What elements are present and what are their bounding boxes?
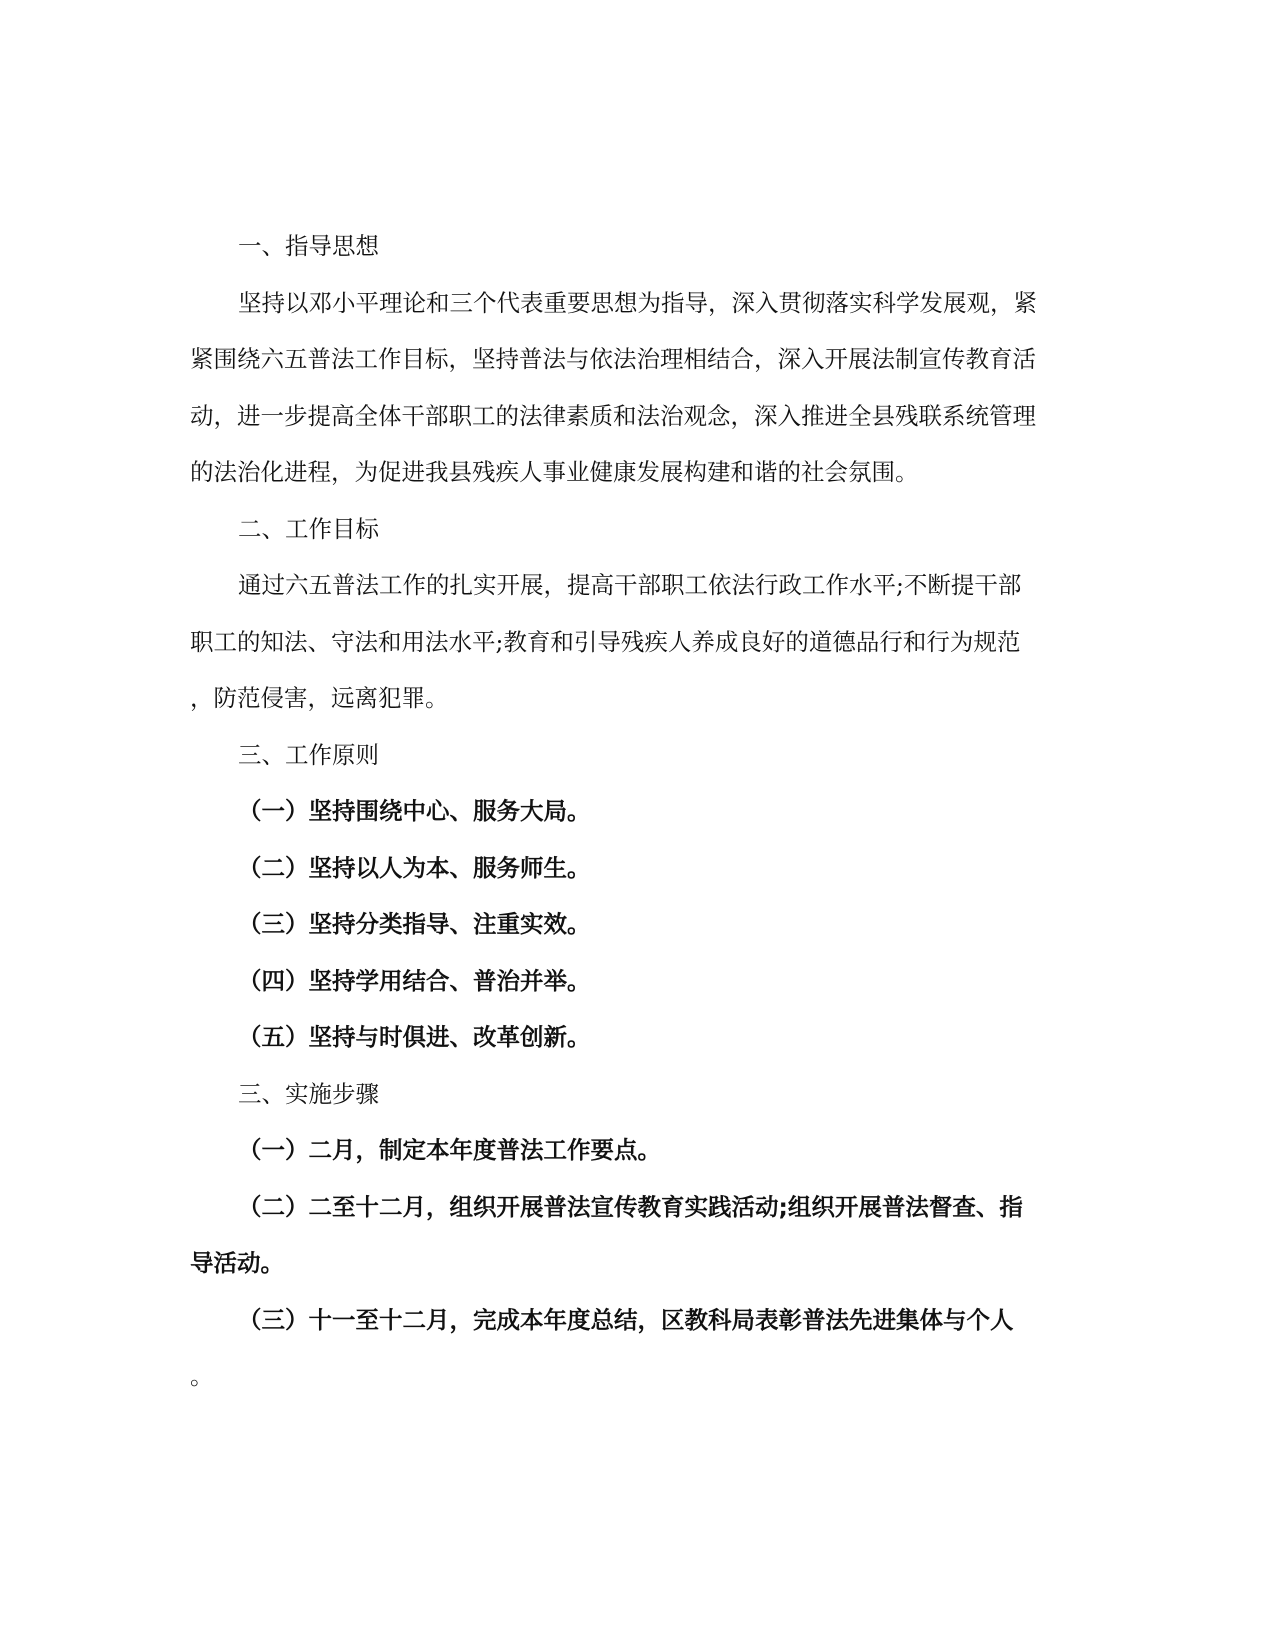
principle-item: （二）坚持以人为本、服务师生。: [238, 854, 591, 882]
step-item-continuation: 导活动。: [190, 1249, 284, 1277]
principle-item: （三）坚持分类指导、注重实效。: [238, 910, 591, 938]
paragraph-line: 坚持以邓小平理论和三个代表重要思想为指导，深入贯彻落实科学发展观，紧: [238, 289, 1037, 317]
section-heading-work-goals: 二、工作目标: [238, 515, 379, 543]
step-item: （三）十一至十二月，完成本年度总结，区教科局表彰普法先进集体与个人: [238, 1306, 1014, 1334]
paragraph-line: 职工的知法、守法和用法水平;教育和引导残疾人养成良好的道德品行和行为规范: [190, 628, 1021, 656]
step-item-continuation: 。: [190, 1362, 214, 1390]
section-heading-work-principles: 三、工作原则: [238, 741, 379, 769]
paragraph-line: ，防范侵害，远离犯罪。: [190, 684, 449, 712]
step-item: （二）二至十二月，组织开展普法宣传教育实践活动;组织开展普法督查、指: [238, 1193, 1023, 1221]
paragraph-line: 动，进一步提高全体干部职工的法律素质和法治观念，深入推进全县残联系统管理: [190, 402, 1036, 430]
section-heading-guiding-thought: 一、指导思想: [238, 232, 379, 260]
principle-item: （四）坚持学用结合、普治并举。: [238, 967, 591, 995]
step-item: （一）二月，制定本年度普法工作要点。: [238, 1136, 661, 1164]
principle-item: （一）坚持围绕中心、服务大局。: [238, 797, 591, 825]
principle-item: （五）坚持与时俱进、改革创新。: [238, 1023, 591, 1051]
paragraph-line: 紧围绕六五普法工作目标，坚持普法与依法治理相结合，深入开展法制宣传教育活: [190, 345, 1036, 373]
paragraph-line: 通过六五普法工作的扎实开展，提高干部职工依法行政工作水平;不断提干部: [238, 571, 1022, 599]
paragraph-line: 的法治化进程，为促进我县残疾人事业健康发展构建和谐的社会氛围。: [190, 458, 919, 486]
section-heading-implementation-steps: 三、实施步骤: [238, 1080, 379, 1108]
